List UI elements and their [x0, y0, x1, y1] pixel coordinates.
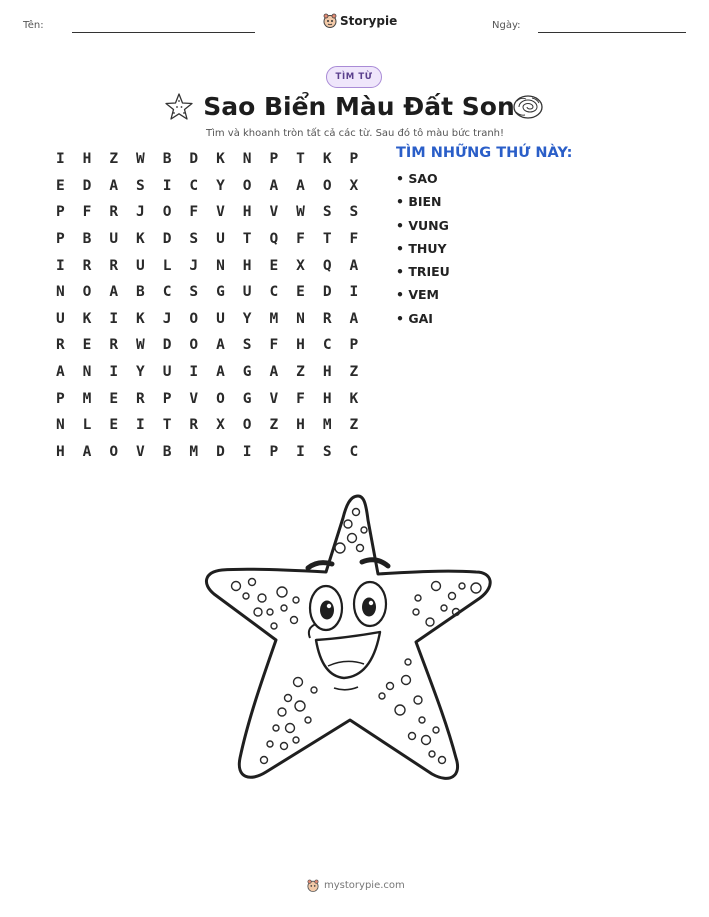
grid-letter[interactable]: P	[162, 390, 172, 407]
starfish-outline-icon	[164, 92, 194, 122]
grid-letter[interactable]: A	[109, 284, 119, 301]
grid-letter[interactable]: A	[349, 310, 359, 327]
page-title: Sao Biển Màu Đất Son	[203, 92, 515, 121]
grid-letter[interactable]: Y	[242, 310, 252, 327]
name-label: Tên:	[23, 20, 44, 31]
word-list-item: • BIEN	[396, 194, 450, 217]
grid-letter[interactable]: W	[136, 151, 145, 168]
word-list	[396, 171, 450, 334]
grid-letter[interactable]: O	[216, 390, 225, 407]
grid-letter[interactable]: S	[189, 231, 199, 248]
grid-letter[interactable]: P	[55, 204, 65, 221]
grid-letter[interactable]: F	[269, 337, 279, 354]
grid-letter[interactable]: E	[109, 417, 119, 434]
grid-letter[interactable]: D	[162, 337, 172, 354]
grid-letter[interactable]: I	[242, 443, 252, 460]
grid-letter[interactable]: Z	[296, 364, 305, 381]
word-list-heading: TÌM NHỮNG THỨ NÀY:	[396, 145, 573, 161]
grid-letter[interactable]: G	[242, 390, 252, 407]
grid-letter[interactable]: Z	[269, 417, 279, 434]
grid-letter[interactable]: X	[216, 417, 225, 434]
grid-letter[interactable]: D	[216, 443, 225, 460]
grid-letter[interactable]: N	[55, 284, 65, 301]
grid-letter[interactable]: H	[242, 257, 252, 274]
grid-letter[interactable]: F	[189, 204, 199, 221]
grid-letter[interactable]: Z	[349, 364, 359, 381]
activity-badge: TÌM TỪ	[326, 66, 382, 88]
grid-letter[interactable]: M	[189, 443, 199, 460]
grid-letter[interactable]: A	[349, 257, 359, 274]
grid-letter[interactable]: V	[136, 443, 145, 460]
grid-letter[interactable]: H	[242, 204, 252, 221]
grid-letter[interactable]: T	[296, 151, 305, 168]
grid-letter[interactable]: A	[269, 177, 279, 194]
grid-letter[interactable]: H	[82, 151, 92, 168]
grid-letter[interactable]: J	[136, 204, 145, 221]
storypie-logo-icon	[307, 879, 319, 892]
footer	[307, 879, 405, 892]
grid-letter[interactable]: V	[216, 204, 225, 221]
word-list-item: • TRIEU	[396, 264, 450, 287]
grid-letter[interactable]: A	[55, 364, 65, 381]
grid-letter[interactable]: I	[349, 284, 359, 301]
grid-letter[interactable]: O	[189, 337, 199, 354]
storypie-logo-icon	[323, 13, 337, 28]
grid-letter[interactable]: D	[162, 231, 172, 248]
grid-letter[interactable]: S	[242, 337, 252, 354]
grid-letter[interactable]: U	[162, 364, 172, 381]
grid-letter[interactable]: B	[162, 443, 172, 460]
grid-letter[interactable]: O	[242, 417, 252, 434]
grid-letter[interactable]: W	[136, 337, 145, 354]
grid-letter[interactable]: F	[349, 231, 359, 248]
grid-letter[interactable]: X	[296, 257, 305, 274]
word-list-item: • VEM	[396, 287, 450, 310]
grid-letter[interactable]: A	[216, 364, 225, 381]
grid-letter[interactable]: P	[55, 390, 65, 407]
grid-letter[interactable]: N	[55, 417, 65, 434]
grid-letter[interactable]: M	[269, 310, 279, 327]
grid-letter[interactable]: B	[136, 284, 145, 301]
grid-letter[interactable]: I	[189, 364, 199, 381]
grid-letter[interactable]: O	[242, 177, 252, 194]
grid-letter[interactable]: P	[269, 443, 279, 460]
word-list-item: • THUY	[396, 241, 450, 264]
grid-letter[interactable]: J	[189, 257, 199, 274]
grid-letter[interactable]: A	[269, 364, 279, 381]
brand-name: Storypie	[340, 13, 398, 28]
grid-letter[interactable]: K	[349, 390, 359, 407]
grid-letter[interactable]: M	[82, 390, 92, 407]
seashell-outline-icon	[512, 93, 544, 121]
grid-letter[interactable]: I	[55, 257, 65, 274]
grid-letter[interactable]: B	[82, 231, 92, 248]
grid-letter[interactable]: K	[216, 151, 225, 168]
grid-letter[interactable]: H	[296, 337, 305, 354]
grid-letter[interactable]: R	[109, 204, 119, 221]
grid-letter[interactable]: D	[322, 284, 332, 301]
grid-letter[interactable]: F	[296, 390, 305, 407]
grid-letter[interactable]: R	[322, 310, 332, 327]
grid-letter[interactable]: I	[136, 417, 145, 434]
grid-letter[interactable]: G	[242, 364, 252, 381]
grid-letter[interactable]: Y	[216, 177, 225, 194]
word-list-item: • GAI	[396, 311, 450, 334]
grid-letter[interactable]: S	[322, 443, 332, 460]
grid-letter[interactable]: C	[269, 284, 279, 301]
grid-letter[interactable]: K	[322, 151, 332, 168]
grid-letter[interactable]: T	[242, 231, 252, 248]
grid-letter[interactable]: D	[82, 177, 92, 194]
grid-letter[interactable]: K	[136, 231, 145, 248]
grid-letter[interactable]: R	[189, 417, 199, 434]
word-list-item: • VUNG	[396, 218, 450, 241]
grid-letter[interactable]: I	[162, 177, 172, 194]
grid-letter[interactable]: F	[296, 231, 305, 248]
grid-letter[interactable]: A	[109, 177, 119, 194]
smiling-starfish-illustration	[200, 490, 510, 790]
grid-letter[interactable]: I	[109, 310, 119, 327]
grid-letter[interactable]: Z	[349, 417, 359, 434]
grid-letter[interactable]: Q	[322, 257, 332, 274]
grid-letter[interactable]: U	[216, 231, 225, 248]
grid-letter[interactable]: R	[109, 337, 119, 354]
date-line[interactable]	[538, 32, 686, 33]
grid-letter[interactable]: C	[162, 284, 172, 301]
grid-letter[interactable]: T	[162, 417, 172, 434]
grid-letter[interactable]: C	[322, 337, 332, 354]
grid-letter[interactable]: U	[216, 310, 225, 327]
grid-letter[interactable]: A	[296, 177, 305, 194]
grid-letter[interactable]: R	[109, 257, 119, 274]
grid-letter[interactable]: C	[189, 177, 199, 194]
grid-letter[interactable]: N	[242, 151, 252, 168]
grid-letter[interactable]: R	[55, 337, 65, 354]
grid-letter[interactable]: E	[82, 337, 92, 354]
grid-letter[interactable]: R	[82, 257, 92, 274]
grid-letter[interactable]: Q	[269, 231, 279, 248]
grid-letter[interactable]: H	[55, 443, 65, 460]
grid-letter[interactable]: A	[216, 337, 225, 354]
grid-letter[interactable]: U	[136, 257, 145, 274]
grid-letter[interactable]: E	[269, 257, 279, 274]
grid-letter[interactable]: G	[216, 284, 225, 301]
grid-letter[interactable]: N	[296, 310, 305, 327]
grid-letter[interactable]: J	[162, 310, 172, 327]
grid-letter[interactable]: E	[55, 177, 65, 194]
grid-letter[interactable]: S	[349, 204, 359, 221]
grid-letter[interactable]: O	[189, 310, 199, 327]
grid-letter[interactable]: V	[269, 390, 279, 407]
grid-letter[interactable]: H	[322, 390, 332, 407]
date-label: Ngày:	[492, 20, 521, 31]
grid-letter[interactable]: U	[55, 310, 65, 327]
grid-letter[interactable]: N	[82, 364, 92, 381]
brand-logo	[323, 13, 397, 28]
grid-letter[interactable]: F	[82, 204, 92, 221]
grid-letter[interactable]: Z	[109, 151, 119, 168]
grid-letter[interactable]: N	[216, 257, 225, 274]
grid-letter[interactable]: P	[55, 231, 65, 248]
grid-letter[interactable]: L	[162, 257, 172, 274]
grid-letter[interactable]: S	[189, 284, 199, 301]
grid-letter[interactable]: V	[189, 390, 199, 407]
grid-letter[interactable]: P	[269, 151, 279, 168]
grid-letter[interactable]: H	[296, 417, 305, 434]
grid-letter[interactable]: X	[349, 177, 359, 194]
grid-letter[interactable]: U	[242, 284, 252, 301]
instructions: Tìm và khoanh tròn tất cả các từ. Sau đó tô màu bức tranh!	[205, 128, 505, 139]
grid-letter[interactable]: K	[82, 310, 92, 327]
grid-letter[interactable]: E	[296, 284, 305, 301]
grid-letter[interactable]: O	[109, 443, 119, 460]
grid-letter[interactable]: P	[349, 337, 359, 354]
grid-letter[interactable]: Y	[136, 364, 145, 381]
grid-letter[interactable]: W	[296, 204, 305, 221]
grid-letter[interactable]: O	[82, 284, 92, 301]
grid-letter[interactable]: L	[82, 417, 92, 434]
grid-letter[interactable]: I	[55, 151, 65, 168]
grid-letter[interactable]: H	[322, 364, 332, 381]
grid-letter[interactable]: K	[136, 310, 145, 327]
grid-letter[interactable]: C	[349, 443, 359, 460]
word-search-grid	[47, 146, 367, 465]
grid-letter[interactable]: E	[109, 390, 119, 407]
grid-letter[interactable]: A	[82, 443, 92, 460]
grid-letter[interactable]: O	[322, 177, 332, 194]
grid-letter[interactable]: O	[162, 204, 172, 221]
grid-letter[interactable]: I	[109, 364, 119, 381]
grid-letter[interactable]: V	[269, 204, 279, 221]
grid-letter[interactable]: M	[322, 417, 332, 434]
footer-url[interactable]: mystorypie.com	[324, 880, 405, 891]
grid-letter[interactable]: R	[136, 390, 145, 407]
grid-letter[interactable]: T	[322, 231, 332, 248]
grid-letter[interactable]: I	[296, 443, 305, 460]
grid-letter[interactable]: P	[349, 151, 359, 168]
grid-letter[interactable]: S	[322, 204, 332, 221]
grid-letter[interactable]: S	[136, 177, 145, 194]
grid-letter[interactable]: B	[162, 151, 172, 168]
name-line[interactable]	[72, 32, 255, 33]
grid-letter[interactable]: U	[109, 231, 119, 248]
grid-letter[interactable]: D	[189, 151, 199, 168]
word-list-item: • SAO	[396, 171, 450, 194]
